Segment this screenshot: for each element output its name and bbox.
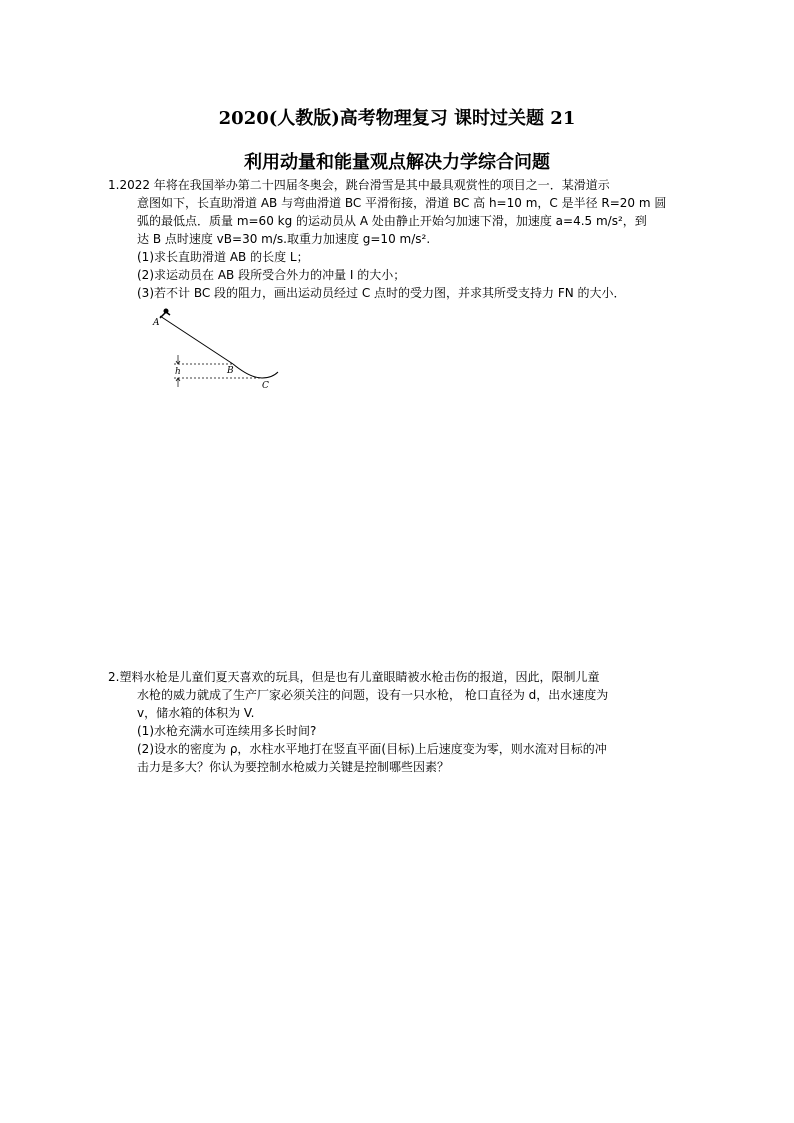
question-1-line: 1.2022 年将在我国举办第二十四届冬奥会，跳台滑雪是其中最具观赏性的项目之一．某滑道示 (108, 178, 610, 192)
label-b: B (227, 366, 234, 376)
question-2-part-1: (1)水枪充满水可连续用多长时间? (137, 724, 317, 738)
question-2 (108, 668, 708, 776)
page-title: 2020(人教版)高考物理复习 课时过关题 21 (218, 108, 576, 129)
question-1-part-1: (1)求长直助滑道 AB 的长度 L； (137, 250, 309, 264)
ski-slope-diagram (150, 306, 290, 400)
question-2-part-2: (2)设水的密度为 ρ，水柱水平地打在竖直平面(目标)上后速度变为零，则水流对目标的冲 (137, 742, 607, 756)
label-a: A (153, 318, 160, 328)
curve-bc (233, 364, 278, 378)
question-1-line: 弧的最低点．质量 m=60 kg 的运动员从 A 处由静止开始匀加速下滑，加速度 a=4.5 m/s²，到 (137, 214, 647, 228)
question-1-line: 意图如下，长直助滑道 AB 与弯曲滑道 BC 平滑衔接，滑道 BC 高 h=10 m，C 是半径 R=20 m 圆 (137, 196, 667, 210)
question-2-part-2-cont: 击力是多大？你认为要控制水枪威力关键是控制哪些因素？ (137, 760, 450, 774)
question-1-part-3: (3)若不计 BC 段的阻力，画出运动员经过 C 点时的受力图，并求其所受支持力 FN 的大小． (137, 286, 626, 300)
question-2-line: 水枪的威力就成了生产厂家必须关注的问题，设有一只水枪， 枪口直径为 d，出水速度为 (137, 688, 609, 702)
question-1-line: 达 B 点时速度 vB=30 m/s.取重力加速度 g=10 m/s². (137, 232, 431, 246)
page-subtitle: 利用动量和能量观点解决力学综合问题 (244, 152, 550, 173)
label-h: h (175, 367, 181, 377)
ski-slope-svg (150, 306, 290, 396)
question-1 (108, 176, 708, 302)
question-2-line: 2.塑料水枪是儿童们夏天喜欢的玩具，但是也有儿童眼睛被水枪击伤的报道，因此，限制儿童 (108, 670, 600, 684)
question-1-part-2: (2)求运动员在 AB 段所受合外力的冲量 I 的大小； (137, 268, 406, 282)
label-c: C (262, 381, 269, 391)
slope-ab (160, 316, 233, 364)
question-2-line: v，储水箱的体积为 V. (137, 706, 255, 720)
